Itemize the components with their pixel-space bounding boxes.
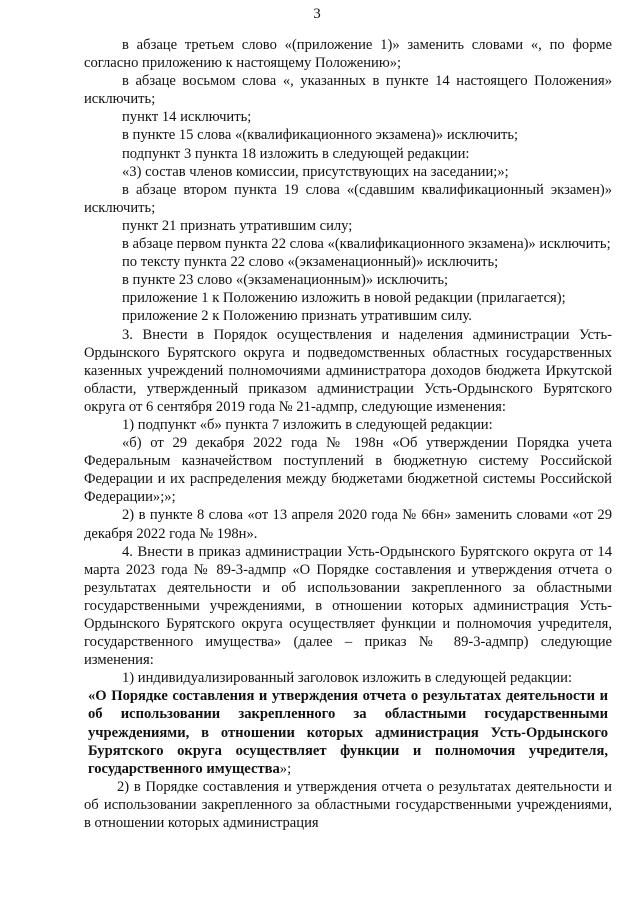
paragraph: пункт 21 признать утратившим силу; (122, 217, 353, 234)
paragraph: 2) в пункте 8 слова «от 13 апреля 2020 года № 66н» заменить словами «от 29 декабря 2022 года № 198н». (84, 507, 612, 542)
paragraph: 3. Внести в Порядок осуществления и наделения администрации Усть-Ордынского Бурятского округа и подведомственных областных государственных казенных учреждений полномочиями администратора доходов бюджета Иркутской области, утвержденный приказом администрации Усть-Ордынского Бурятского округа от 6 сентября 2019 года № 21-адмпр, следующие изменения: (84, 326, 612, 415)
paragraph: в абзаце третьем слово «(приложение 1)» заменить словами «, по форме согласно приложению к настоящему Положению»; (84, 37, 612, 72)
bold-title-tail: »; (279, 760, 292, 777)
paragraph: в абзаце первом пункта 22 слова «(квалификационного экзамена)» исключить; (122, 236, 611, 253)
paragraph: 1) индивидуализированный заголовок изложить в следующей редакции: (122, 670, 572, 687)
paragraph: 1) подпункт «б» пункта 7 изложить в следующей редакции: (122, 416, 493, 433)
document-body (84, 36, 612, 832)
paragraph: приложение 1 к Положению изложить в новой редакции (прилагается); (122, 290, 566, 307)
paragraph: 4. Внести в приказ администрации Усть-Ордынского Бурятского округа от 14 марта 2023 года № 89-3-адмпр «О Порядке составления и утверждения отчета о результатах деятельности и об использовании закрепленного за областными государственными учреждениями, в отношении которых администрация Усть-Ордынского Бурятского округа осуществляет функции и полномочия учредителя, государственного имущества» (далее – приказ № 89-3-адмпр) следующие изменения: (84, 543, 612, 669)
paragraph: 2) в Порядке составления и утверждения отчета о результатах деятельности и об использовании закрепленного за областными государственными учреждениями, в отношении которых администрация (84, 778, 612, 832)
paragraph: в пункте 23 слово «(экзаменационным)» исключить; (122, 272, 449, 289)
paragraph: в абзаце втором пункта 19 слова «(сдавшим квалификационный экзамен)» исключить; (84, 181, 612, 216)
paragraph: подпункт 3 пункта 18 изложить в следующей редакции: (122, 145, 470, 162)
paragraph: по тексту пункта 22 слово «(экзаменационный)» исключить; (122, 254, 499, 271)
page-number: 3 (313, 6, 321, 22)
paragraph: пункт 14 исключить; (122, 109, 252, 126)
bold-title (84, 687, 612, 777)
paragraph: в пункте 15 слова «(квалификационного экзамена)» исключить; (122, 127, 519, 144)
paragraph: «3) состав членов комиссии, присутствующих на заседании;»; (122, 163, 509, 180)
paragraph: в абзаце восьмом слова «, указанных в пункте 14 настоящего Положения» исключить; (84, 73, 612, 108)
paragraph: приложение 2 к Положению признать утратившим силу. (122, 308, 472, 325)
bold-title-text: «О Порядке составления и утверждения отчета о результатах деятельности и об использовании закрепленного за областными государственными учреждениями, в отношении которых администрация Усть-Ордынского Бурятского округа осуществляет функции и полномочия учредителя, государственного имущества (88, 688, 608, 777)
paragraph: «б) от 29 декабря 2022 года № 198н «Об утверждении Порядка учета Федеральным казначейством поступлений в бюджетную систему Российской Федерации и их распределения между бюджетами бюджетной системы Российской Федерации»;»; (84, 435, 612, 506)
